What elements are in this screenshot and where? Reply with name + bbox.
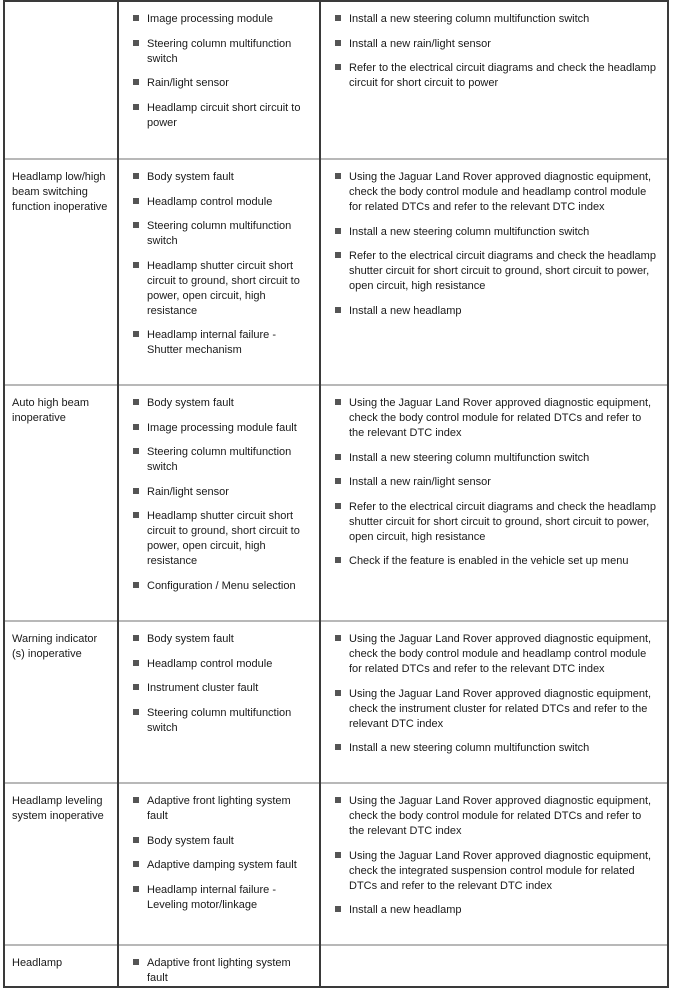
list-item — [335, 849, 657, 894]
bullet-icon — [133, 886, 139, 892]
action-text: Refer to the electrical circuit diagrams and check the headlamp shutter circuit for short circuit to ground, short circuit to power, open circuit, high resistance — [349, 500, 656, 543]
list-item — [133, 834, 313, 849]
bullet-icon — [335, 228, 341, 234]
bullet-icon — [133, 959, 139, 965]
list-item — [335, 554, 657, 569]
bullet-icon — [335, 478, 341, 484]
bullet-icon — [335, 15, 341, 21]
list-item — [133, 170, 313, 185]
list-item — [133, 259, 313, 319]
cause-text: Instrument cluster fault — [147, 682, 259, 695]
symptom-cell — [4, 385, 118, 621]
symptom-text: Headlamp low/high beam switching function inoperative — [12, 171, 108, 213]
cause-text: Steering column multifunction switch — [147, 706, 292, 734]
bullet-icon — [133, 512, 139, 518]
action-text: Install a new headlamp — [349, 304, 462, 317]
table-row — [4, 1, 668, 159]
bullet-icon — [133, 684, 139, 690]
bullet-icon — [335, 690, 341, 696]
cause-text: Body system fault — [147, 397, 234, 409]
actions-cell — [320, 621, 668, 783]
bullet-icon — [335, 557, 341, 563]
actions-cell — [320, 945, 668, 987]
action-text: Using the Jaguar Land Rover approved diagnostic equipment, check the body control module and headlamp control module for related DTCs and refer to the relevant DTC index — [349, 633, 652, 675]
action-text: Using the Jaguar Land Rover approved diagnostic equipment, check the body control module for related DTCs and refer to the relevant DTC index — [349, 397, 652, 439]
symptom-text — [5, 2, 117, 12]
cause-text: Steering column multifunction switch — [147, 220, 292, 248]
action-text: Using the Jaguar Land Rover approved diagnostic equipment, check the body control module for related DTCs and refer to the relevant DTC index — [349, 795, 652, 837]
list-item — [335, 794, 657, 839]
cause-text: Headlamp shutter circuit short circuit to ground, short circuit to power, open circuit, high resistance — [147, 259, 300, 317]
causes-cell — [118, 783, 320, 945]
bullet-icon — [335, 64, 341, 70]
list-item — [335, 475, 657, 490]
table-row — [4, 159, 668, 385]
cause-list — [119, 784, 319, 913]
list-item — [133, 657, 313, 672]
action-text: Refer to the electrical circuit diagrams and check the headlamp shutter circuit for short circuit to ground, short circuit to power, open circuit, high resistance — [349, 250, 656, 293]
list-item — [335, 304, 657, 319]
cause-list — [119, 622, 319, 736]
list-item — [133, 445, 313, 475]
list-item — [335, 500, 657, 545]
bullet-icon — [133, 660, 139, 666]
symptom-cell — [4, 159, 118, 385]
table-row — [4, 621, 668, 783]
action-text: Install a new rain/light sensor — [349, 37, 491, 50]
bullet-icon — [335, 399, 341, 405]
action-text: Install a new rain/light sensor — [349, 476, 491, 489]
action-text: Install a new steering column multifunction switch — [349, 451, 590, 464]
bullet-icon — [335, 252, 341, 258]
action-list — [321, 160, 667, 319]
causes-cell — [118, 621, 320, 783]
actions-cell — [320, 159, 668, 385]
cause-text: Rain/light sensor — [147, 77, 229, 90]
symptom-cell — [4, 621, 118, 783]
list-item — [133, 794, 313, 824]
bullet-icon — [335, 852, 341, 858]
list-item — [335, 451, 657, 466]
list-item — [133, 509, 313, 569]
list-item — [335, 249, 657, 294]
bullet-icon — [335, 906, 341, 912]
list-item — [133, 195, 313, 210]
cause-list — [119, 386, 319, 594]
symptom-cell — [4, 1, 118, 159]
bullet-icon — [133, 198, 139, 204]
list-item — [133, 396, 313, 411]
bullet-icon — [335, 454, 341, 460]
bullet-icon — [133, 222, 139, 228]
list-item — [335, 396, 657, 441]
list-item — [335, 37, 657, 52]
list-item — [335, 170, 657, 215]
causes-cell — [118, 945, 320, 987]
cause-text: Steering column multifunction switch — [147, 446, 292, 474]
symptom-text: Warning indicator (s) inoperative — [12, 633, 98, 660]
action-list — [321, 784, 667, 918]
list-item — [133, 485, 313, 500]
list-item — [335, 632, 657, 677]
list-item — [335, 225, 657, 240]
list-item — [133, 706, 313, 736]
bullet-icon — [335, 40, 341, 46]
action-text: Install a new steering column multifunction switch — [349, 225, 590, 238]
bullet-icon — [133, 582, 139, 588]
list-item — [335, 741, 657, 756]
cause-text: Adaptive front lighting system fault — [147, 957, 291, 984]
cause-list — [119, 160, 319, 358]
list-item — [133, 681, 313, 696]
bullet-icon — [133, 331, 139, 337]
list-item — [133, 632, 313, 647]
cause-text: Headlamp shutter circuit short circuit to ground, short circuit to power, open circuit, high resistance — [147, 510, 300, 568]
bullet-icon — [133, 15, 139, 21]
cause-text: Rain/light sensor — [147, 485, 229, 498]
table-row — [4, 945, 668, 987]
table-row — [4, 385, 668, 621]
bullet-icon — [133, 837, 139, 843]
cause-text: Adaptive front lighting system fault — [147, 795, 291, 822]
bullet-icon — [133, 399, 139, 405]
cause-text: Image processing module fault — [147, 421, 297, 434]
cause-text: Body system fault — [147, 633, 234, 645]
list-item — [335, 12, 657, 27]
cause-text: Body system fault — [147, 834, 234, 847]
symptom-cell — [4, 945, 118, 987]
causes-cell — [118, 1, 320, 159]
cause-text: Body system fault — [147, 171, 234, 183]
cause-list — [119, 2, 319, 131]
action-text: Using the Jaguar Land Rover approved diagnostic equipment, check the instrument cluster for related DTCs and refer to the relevant DTC index — [349, 687, 652, 730]
bullet-icon — [133, 173, 139, 179]
bullet-icon — [133, 448, 139, 454]
cause-text: Headlamp control module — [147, 195, 273, 208]
bullet-icon — [335, 797, 341, 803]
action-text: Refer to the electrical circuit diagrams and check the headlamp circuit for short circuit to power — [349, 62, 656, 90]
bullet-icon — [335, 307, 341, 313]
bullet-icon — [133, 861, 139, 867]
list-item — [335, 61, 657, 91]
cause-text: Headlamp circuit short circuit to power — [147, 101, 301, 129]
bullet-icon — [335, 744, 341, 750]
table-row — [4, 783, 668, 945]
list-item — [133, 328, 313, 358]
causes-cell — [118, 385, 320, 621]
action-text: Check if the feature is enabled in the vehicle set up menu — [349, 555, 629, 568]
diagnostic-table — [3, 0, 669, 988]
bullet-icon — [133, 79, 139, 85]
cause-text: Headlamp control module — [147, 657, 273, 670]
actions-cell — [320, 385, 668, 621]
cause-list — [119, 946, 319, 986]
causes-cell — [118, 159, 320, 385]
bullet-icon — [335, 503, 341, 509]
action-text: Install a new steering column multifunction switch — [349, 13, 590, 25]
bullet-icon — [133, 635, 139, 641]
list-item — [335, 687, 657, 732]
bullet-icon — [133, 709, 139, 715]
symptom-text: Headlamp leveling system inoperative — [12, 795, 104, 822]
list-item — [133, 37, 313, 67]
symptom-text: Headlamp — [12, 957, 63, 969]
bullet-icon — [133, 104, 139, 110]
cause-text: Headlamp internal failure - Shutter mechanism — [147, 329, 277, 357]
list-item — [133, 101, 313, 131]
cause-text: Adaptive damping system fault — [147, 859, 297, 872]
action-list — [321, 2, 667, 91]
list-item — [133, 883, 313, 913]
list-item — [335, 903, 657, 918]
bullet-icon — [335, 635, 341, 641]
action-text: Install a new steering column multifunction switch — [349, 742, 590, 755]
list-item — [133, 421, 313, 436]
action-text: Using the Jaguar Land Rover approved diagnostic equipment, check the integrated suspension control module for related DTCs and refer to the relevant DTC index — [349, 849, 652, 892]
actions-cell — [320, 783, 668, 945]
cause-text: Headlamp internal failure - Leveling motor/linkage — [147, 883, 277, 911]
cause-text: Configuration / Menu selection — [147, 579, 296, 592]
list-item — [133, 579, 313, 594]
cause-text: Image processing module — [147, 13, 273, 25]
bullet-icon — [335, 173, 341, 179]
actions-cell — [320, 1, 668, 159]
bullet-icon — [133, 488, 139, 494]
symptom-cell — [4, 783, 118, 945]
action-list — [321, 386, 667, 569]
symptom-text: Auto high beam inoperative — [12, 397, 90, 424]
bullet-icon — [133, 424, 139, 430]
cause-text: Steering column multifunction switch — [147, 37, 292, 65]
action-list — [321, 622, 667, 756]
list-item — [133, 858, 313, 873]
list-item — [133, 76, 313, 91]
bullet-icon — [133, 262, 139, 268]
list-item — [133, 12, 313, 27]
bullet-icon — [133, 40, 139, 46]
list-item — [133, 219, 313, 249]
action-text: Using the Jaguar Land Rover approved diagnostic equipment, check the body control module and headlamp control module for related DTCs and refer to the relevant DTC index — [349, 171, 652, 213]
bullet-icon — [133, 797, 139, 803]
action-text: Install a new headlamp — [349, 904, 462, 917]
